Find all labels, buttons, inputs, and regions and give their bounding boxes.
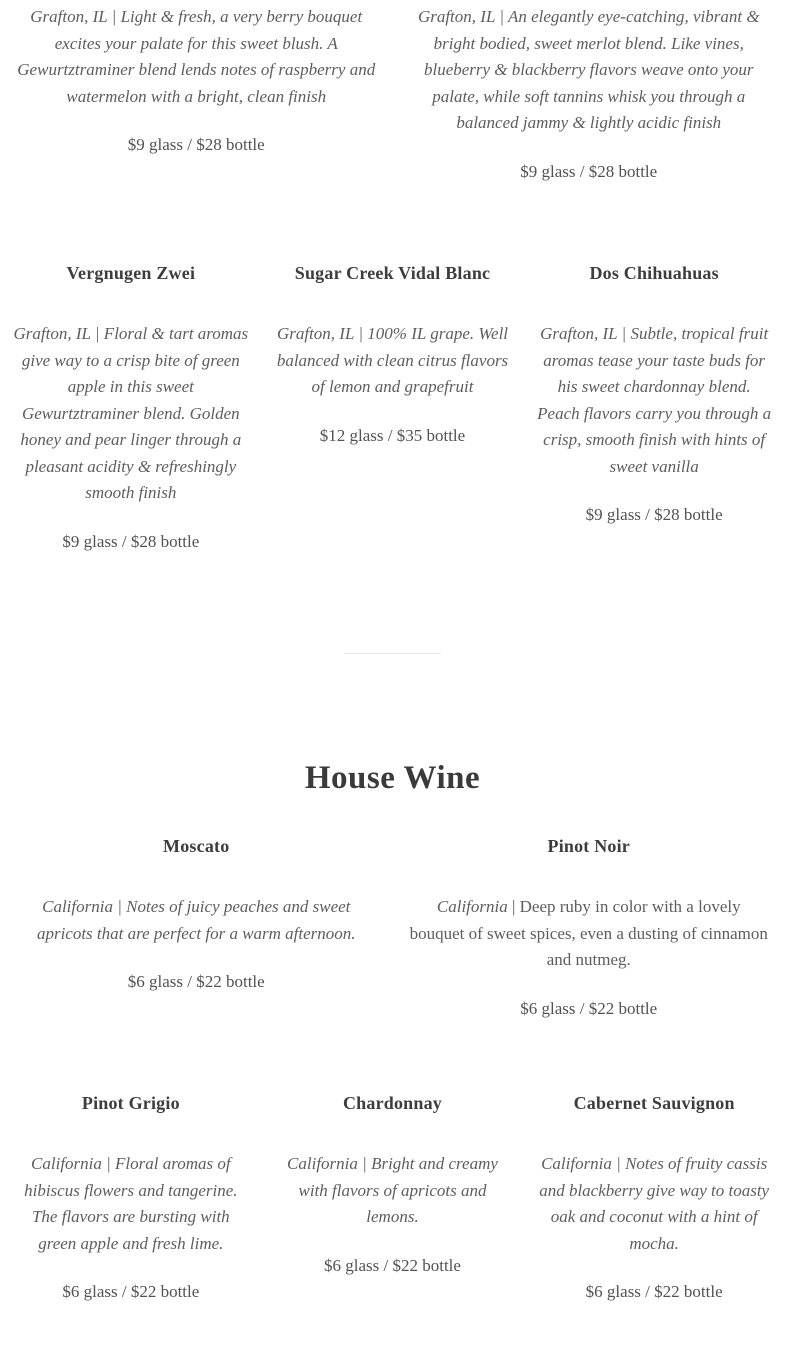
- wine-row-partial: [0, 4, 785, 185]
- wine-item-chardonnay: [262, 1090, 524, 1306]
- wine-item-dos-chihuahuas: [523, 260, 785, 555]
- wine-item-sugar-creek-vidal-blanc: [262, 260, 524, 555]
- wine-price: $9 glass / $28 bottle: [127, 135, 265, 154]
- wine-price: $9 glass / $28 bottle: [520, 161, 658, 181]
- wine-description: Grafton, IL | 100% IL grape. Well balanced with clean citrus flavors of lemon and grapefruit: [276, 324, 509, 396]
- wine-price: $6 glass / $22 bottle: [520, 998, 658, 1018]
- wine-name: Vergnugen Zwei: [66, 263, 196, 283]
- wine-description: California | Bright and creamy with flavors of apricots and lemons.: [287, 1154, 498, 1226]
- wine-description: Grafton, IL | Light & fresh, a very berry bouquet excites your palate for this sweet blush. A Gewurtztraminer blend lends notes of raspberry and watermelon with a bright, clean finish: [17, 7, 376, 106]
- wine-price: $9 glass / $28 bottle: [585, 505, 723, 524]
- wine-item-moscato: [0, 833, 393, 1022]
- wine-name: Sugar Creek Vidal Blanc: [294, 263, 491, 283]
- wine-row-grafton: [0, 260, 785, 555]
- wine-description: Grafton, IL | An elegantly eye-catching, vibrant & bright bodied, sweet merlot blend. Like vines, blueberry & blackberry flavors weave onto your palate, while soft tannins whisk you through a balanced jammy & lightly acidic finish: [417, 7, 760, 132]
- wine-name: Dos Chihuahuas: [589, 263, 719, 283]
- wine-price: $9 glass / $28 bottle: [62, 531, 200, 551]
- wine-price: $6 glass / $22 bottle: [585, 1282, 723, 1301]
- wine-price: $6 glass / $22 bottle: [62, 1282, 200, 1301]
- wine-item-sweet-merlot: [393, 4, 785, 185]
- wine-description: California | Notes of juicy peaches and sweet apricots that are perfect for a warm afternoon.: [36, 897, 356, 943]
- wine-item-sweet-blush: [0, 4, 393, 185]
- wine-item-pinot-noir: [393, 833, 785, 1022]
- wine-item-vergnugen-zwei: [0, 260, 262, 555]
- wine-name: Chardonnay: [342, 1093, 442, 1113]
- wine-name: Pinot Noir: [547, 836, 630, 856]
- wine-name: Moscato: [163, 836, 230, 856]
- wine-item-cabernet-sauvignon: [523, 1090, 785, 1306]
- wine-price: $12 glass / $35 bottle: [319, 425, 466, 445]
- wine-row-house-three: [0, 1090, 785, 1306]
- wine-name: Cabernet Sauvignon: [573, 1093, 735, 1113]
- section-divider: [344, 653, 441, 654]
- wine-price: $6 glass / $22 bottle: [324, 1255, 461, 1275]
- wine-name: Pinot Grigio: [81, 1093, 180, 1113]
- wine-description: [409, 894, 770, 974]
- wine-item-pinot-grigio: [0, 1090, 262, 1306]
- wine-description: California | Notes of fruity cassis and blackberry give way to toasty oak and coconut with a hint of mocha.: [539, 1154, 770, 1253]
- wine-description: Grafton, IL | Subtle, tropical fruit aromas tease your taste buds for his sweet chardonnay blend. Peach flavors carry you through a crisp, smooth finish with hints of sweet vanilla: [537, 324, 772, 476]
- wine-origin: California: [436, 897, 508, 916]
- wine-row-house-two: [0, 833, 785, 1022]
- wine-description-text: | Deep ruby in color with a lovely bouquet of sweet spices, even a dusting of cinnamon and nutmeg.: [409, 897, 768, 969]
- wine-description: Grafton, IL | Floral & tart aromas give way to a crisp bite of green apple in this sweet Gewurtztraminer blend. Golden honey and pear linger through a pleasant acidity & refreshingly smooth finish: [13, 324, 249, 502]
- wine-price: $6 glass / $22 bottle: [127, 972, 265, 991]
- wine-description: California | Floral aromas of hibiscus flowers and tangerine. The flavors are bursting with green apple and fresh lime.: [24, 1154, 238, 1253]
- section-heading-house-wine: House Wine: [304, 760, 481, 796]
